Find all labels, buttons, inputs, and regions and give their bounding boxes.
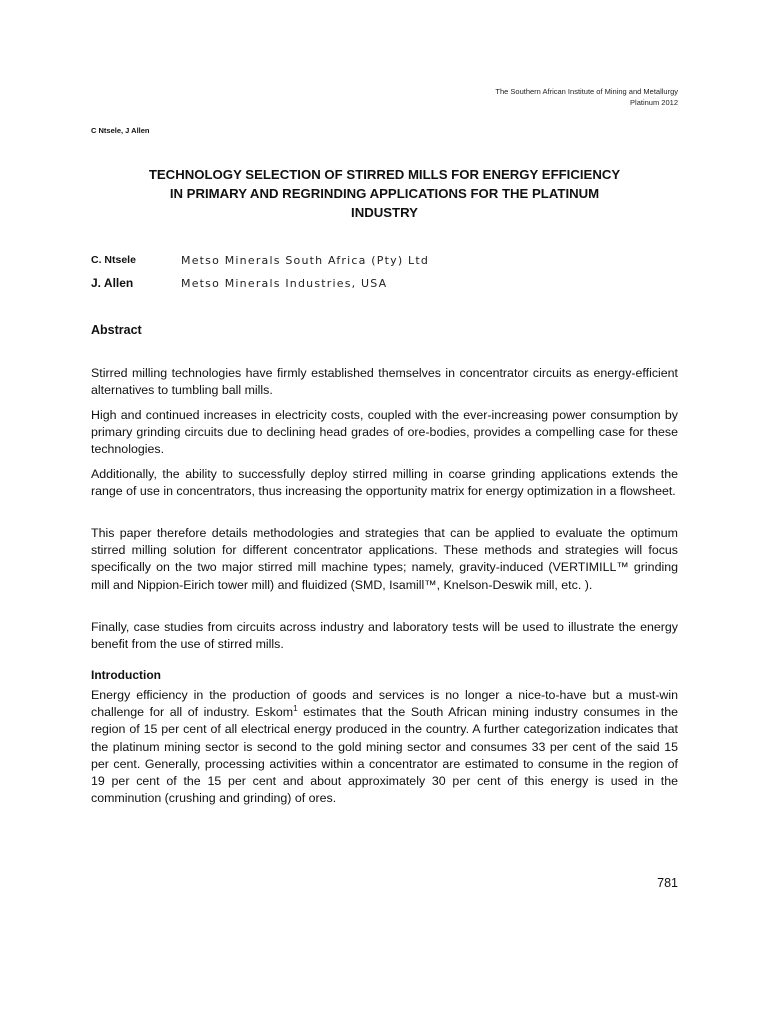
author-name-1: C. Ntsele [91, 254, 136, 266]
abstract-paragraph-3: Additionally, the ability to successfully deploy stirred milling in coarse grinding applications extends the range of use in concentrators, thus increasing the opportunity matrix for energy optimization in a flowsheet. [91, 467, 678, 499]
intro-text-part-2: estimates that the South African mining industry consumes in the region of 15 per cent of all electrical energy produced in the country. A further categorization indicates that the platinum mining sector is second to the gold mining sector and consumes 33 per cent of the said 15 per cent. Generally, processing activities within a concentrator are estimated to consume in the region of 19 per cent of the 15 per cent and about approximately 30 per cent of this energy is used in the comminution (crushing and grinding) of ores. [91, 705, 678, 806]
abstract-paragraph-1: Stirred milling technologies have firmly established themselves in concentrator circuits as energy-efficient alternatives to tumbling ball mills. [91, 366, 678, 398]
intro-text-part-1: Energy efficiency in the production of goods and services is no longer a nice-to-have but a must-win challenge for all of industry. Eskom [91, 688, 678, 720]
author-name-2: J. Allen [91, 276, 134, 290]
page-number: 781 [657, 876, 678, 890]
author-affiliation-2: Metso Minerals Industries, USA [181, 277, 388, 290]
abstract-paragraph-2: High and continued increases in electricity costs, coupled with the ever-increasing power consumption by primary grinding circuits due to declining head grades of ore-bodies, provides a compelling case for these technologies. [91, 408, 678, 457]
footnote-reference[interactable]: 1 [293, 704, 298, 714]
header-institute: The Southern African Institute of Mining and Metallurgy [495, 87, 678, 96]
running-authors: C Ntsele, J Allen [91, 126, 150, 135]
introduction-paragraph [91, 687, 678, 807]
abstract-paragraph-5: Finally, case studies from circuits across industry and laboratory tests will be used to illustrate the energy benefit from the use of stirred mills. [91, 620, 678, 652]
abstract-heading: Abstract [91, 323, 142, 337]
introduction-heading: Introduction [91, 668, 161, 682]
title-line-1: TECHNOLOGY SELECTION OF STIRRED MILLS FOR ENERGY EFFICIENCY [148, 167, 621, 182]
paper-title [91, 165, 678, 222]
title-line-3: INDUSTRY [351, 205, 418, 220]
abstract-paragraph-4: This paper therefore details methodologies and strategies that can be applied to evaluate the optimum stirred milling solution for different concentrator applications. These methods and strategies will focus specifically on the two major stirred mill machine types; namely, gravity-induced (VERTIMILL™ grinding mill and Nippion-Eirich tower mill) and fluidized (SMD, Isamill™, Knelson-Deswik mill, etc. ). [91, 526, 678, 592]
header-event: Platinum 2012 [630, 98, 678, 107]
author-affiliation-1: Metso Minerals South Africa (Pty) Ltd [181, 254, 430, 267]
title-line-2: IN PRIMARY AND REGRINDING APPLICATIONS FOR THE PLATINUM [169, 186, 600, 201]
